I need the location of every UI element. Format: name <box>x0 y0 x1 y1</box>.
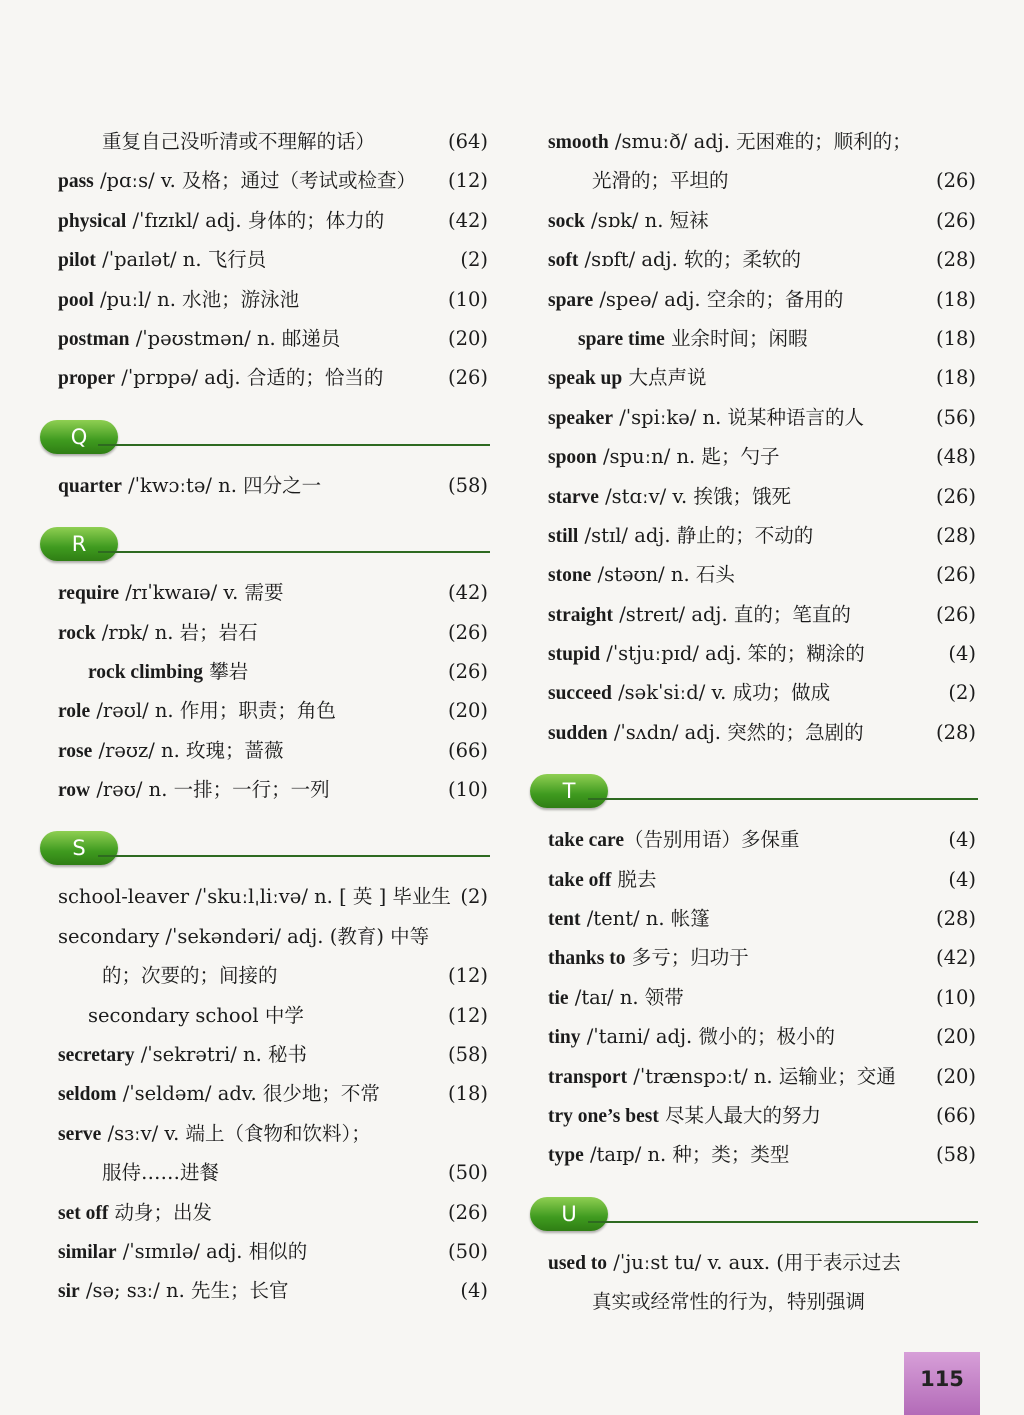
section-header-s <box>58 817 488 875</box>
glossary-entry <box>548 122 976 161</box>
glossary-entry <box>548 437 976 476</box>
page-reference: (2) <box>460 248 488 272</box>
definition: /sɒft/ adj. 软的；柔软的 <box>578 248 801 272</box>
glossary-entry <box>548 1017 976 1056</box>
page-reference: (2) <box>460 885 488 909</box>
entry-group <box>58 466 488 505</box>
definition: 攀岩 <box>203 659 249 683</box>
section-header-r <box>58 513 488 571</box>
glossary-entry <box>58 240 488 279</box>
definition: 真实或经常性的行为，特别强调 <box>592 1290 866 1314</box>
definition: secondary school 中学 <box>88 1003 304 1027</box>
page-reference: (26) <box>935 169 976 193</box>
page-reference: (26) <box>935 208 976 232</box>
headword: smooth <box>548 132 609 153</box>
definition: /ˈkwɔːtə/ n. 四分之一 <box>121 473 322 497</box>
definition: /tent/ n. 帐篷 <box>580 907 710 931</box>
definition: （告别用语）多保重 <box>623 828 800 852</box>
glossary-entry <box>58 1271 488 1310</box>
glossary-entry <box>58 731 488 770</box>
section-header-u <box>548 1183 976 1241</box>
page-reference: (18) <box>935 326 976 350</box>
definition: /ˈjuːst tu/ v. aux. (用于表示过去 <box>607 1250 901 1274</box>
headword: require <box>58 583 120 605</box>
definition: /stɪl/ adj. 静止的；不动的 <box>578 523 814 547</box>
definition: /rəʊz/ n. 玫瑰；蔷薇 <box>92 738 284 762</box>
page-reference: (18) <box>935 366 976 390</box>
definition: /ˈprɒpə/ adj. 合适的；恰当的 <box>115 366 384 390</box>
page-reference: (26) <box>935 602 976 626</box>
entry-group <box>58 877 488 1310</box>
page-reference: (28) <box>935 248 976 272</box>
glossary-entry <box>58 691 488 730</box>
glossary-entry <box>548 634 976 673</box>
glossary-entry <box>58 1232 488 1271</box>
page-reference: (42) <box>447 581 488 605</box>
headword: starve <box>548 486 599 508</box>
page-reference: (12) <box>447 1003 488 1027</box>
headword: still <box>548 525 579 547</box>
page-reference: (26) <box>447 366 488 390</box>
page-reference: (26) <box>447 659 488 683</box>
page-reference: (58) <box>935 1143 976 1167</box>
definition: school-leaver /ˈskuːlˌliːvə/ n. [ 英 ] 毕业生 <box>58 885 451 909</box>
page-reference: (10) <box>447 778 488 802</box>
page-reference: (4) <box>948 642 976 666</box>
headword: type <box>548 1145 584 1167</box>
page-reference: (26) <box>447 620 488 644</box>
section-rule <box>588 798 978 800</box>
section-letter-tab: T <box>530 774 608 808</box>
headword: seldom <box>58 1084 117 1106</box>
page-reference: (4) <box>948 828 976 852</box>
definition: 脱去 <box>611 867 657 891</box>
glossary-entry <box>548 398 976 437</box>
section-rule <box>98 551 490 553</box>
glossary-entry <box>548 1057 976 1096</box>
definition: /smuːð/ adj. 无困难的；顺利的； <box>608 130 912 153</box>
sub-entry <box>58 996 488 1035</box>
headword: rose <box>58 740 93 762</box>
headword: tiny <box>548 1027 581 1049</box>
definition: secondary /ˈsekəndəri/ adj. (教育) 中等 <box>58 924 430 948</box>
definition: /taɪp/ n. 种；类；类型 <box>583 1143 790 1167</box>
headword: physical <box>58 210 127 232</box>
entry-group <box>548 122 976 752</box>
definition: 服侍……进餐 <box>102 1161 220 1185</box>
definition: /rɒk/ n. 岩；岩石 <box>95 620 258 644</box>
sub-entry <box>58 652 488 691</box>
headword: spoon <box>548 447 597 469</box>
headword: soft <box>548 250 579 272</box>
glossary-entry <box>548 899 976 938</box>
headword: succeed <box>548 683 612 705</box>
glossary-entry <box>548 820 976 859</box>
section-letter-tab: Q <box>40 420 118 454</box>
glossary-entry <box>58 466 488 505</box>
headword: spare time <box>578 328 665 350</box>
headword: role <box>58 701 91 723</box>
definition: /stɑːv/ v. 挨饿；饿死 <box>598 484 791 508</box>
headword: straight <box>548 604 613 626</box>
page-reference: (10) <box>935 985 976 1009</box>
page-reference: (20) <box>935 1025 976 1049</box>
glossary-entry <box>58 161 488 200</box>
glossary-entry <box>58 1074 488 1113</box>
page-reference: (2) <box>948 681 976 705</box>
entry-continuation <box>548 161 976 200</box>
page-reference: (26) <box>447 1200 488 1224</box>
definition: /ˈspiːkə/ n. 说某种语言的人 <box>613 405 865 429</box>
headword: sudden <box>548 722 608 744</box>
glossary-entry <box>548 240 976 279</box>
glossary-entry <box>548 978 976 1017</box>
page-reference: (28) <box>935 523 976 547</box>
definition: /rəʊ/ n. 一排；一行；一列 <box>90 778 330 802</box>
glossary-entry <box>58 201 488 240</box>
section-letter-tab: S <box>40 831 118 865</box>
glossary-entry <box>58 280 488 319</box>
definition: /ˈsɪmɪlə/ adj. 相似的 <box>116 1239 308 1263</box>
page-reference: (58) <box>447 473 488 497</box>
definition: /spuːn/ n. 匙；勺子 <box>596 445 780 469</box>
page-reference: (28) <box>935 720 976 744</box>
glossary-entry <box>548 1135 976 1174</box>
section-letter-tab: U <box>530 1197 608 1231</box>
page-reference: (4) <box>460 1279 488 1303</box>
headword: quarter <box>58 475 122 497</box>
page-reference: (56) <box>935 405 976 429</box>
definition: 动身；出发 <box>108 1200 213 1224</box>
glossary-entry <box>58 770 488 809</box>
glossary-entry <box>58 917 488 956</box>
definition: /taɪ/ n. 领带 <box>568 985 684 1009</box>
glossary-entry <box>548 673 976 712</box>
headword: postman <box>58 328 130 350</box>
glossary-entry <box>58 1193 488 1232</box>
left-column <box>58 122 488 1311</box>
headword: used to <box>548 1252 608 1274</box>
definition: /streɪt/ adj. 直的；笔直的 <box>613 602 851 626</box>
entry-continuation <box>548 1282 976 1321</box>
page-reference: (18) <box>447 1082 488 1106</box>
entry-group <box>58 122 488 398</box>
section-rule <box>588 1221 978 1223</box>
glossary-entry <box>58 358 488 397</box>
page-reference: (48) <box>935 445 976 469</box>
entry-group <box>548 820 976 1175</box>
headword: pool <box>58 289 94 311</box>
section-header-t <box>548 760 976 818</box>
glossary-entry <box>548 860 976 899</box>
glossary-entry <box>548 1243 976 1282</box>
headword: speaker <box>548 407 613 429</box>
page-reference: (26) <box>935 484 976 508</box>
definition: 尽某人最大的努力 <box>658 1103 822 1127</box>
headword: sock <box>548 210 585 232</box>
headword: pass <box>58 171 94 193</box>
page-reference: (58) <box>447 1043 488 1067</box>
definition: /səkˈsiːd/ v. 成功；做成 <box>611 681 831 705</box>
glossary-entry <box>548 1096 976 1135</box>
headword: tent <box>548 909 581 931</box>
definition: 大点声说 <box>622 366 707 390</box>
page-reference: (66) <box>447 738 488 762</box>
definition: /sɒk/ n. 短袜 <box>584 208 709 232</box>
headword: set off <box>58 1202 109 1224</box>
right-column <box>548 122 976 1322</box>
headword: pilot <box>58 250 96 272</box>
page-reference: (50) <box>447 1239 488 1263</box>
glossary-entry <box>58 613 488 652</box>
page-reference: (20) <box>447 699 488 723</box>
definition: /ˈsʌdn/ adj. 突然的；急剧的 <box>607 720 864 744</box>
headword: similar <box>58 1241 117 1263</box>
headword: secretary <box>58 1045 135 1067</box>
definition: /ˈtaɪni/ adj. 微小的；极小的 <box>580 1025 835 1049</box>
headword: serve <box>58 1123 102 1145</box>
glossary-entry <box>548 595 976 634</box>
headword: take care <box>548 830 624 852</box>
entry-continuation <box>58 122 488 161</box>
definition: 业余时间；闲暇 <box>664 326 808 350</box>
section-rule <box>98 855 490 857</box>
definition: 重复自己没听清或不理解的话） <box>102 130 376 153</box>
page-reference: (18) <box>935 287 976 311</box>
entry-continuation <box>58 956 488 995</box>
page-reference: (20) <box>447 326 488 350</box>
glossary-entry <box>548 516 976 555</box>
page-reference: (66) <box>935 1103 976 1127</box>
entry-group <box>548 1243 976 1322</box>
definition: /ˈpaɪlət/ n. 飞行员 <box>95 248 267 272</box>
glossary-entry <box>58 1035 488 1074</box>
definition: /rɪˈkwaɪə/ v. 需要 <box>119 581 284 605</box>
section-letter-tab: R <box>40 527 118 561</box>
definition: /stəʊn/ n. 石头 <box>591 563 735 587</box>
page-number: 115 <box>904 1352 980 1415</box>
definition: /ˈtrænspɔːt/ n. 运输业；交通 <box>627 1064 896 1088</box>
page-reference: (50) <box>447 1161 488 1185</box>
definition: /ˈsekrətri/ n. 秘书 <box>134 1043 307 1067</box>
glossary-entry <box>548 555 976 594</box>
page-reference: (12) <box>447 964 488 988</box>
entry-continuation <box>58 1153 488 1192</box>
headword: speak up <box>548 368 623 390</box>
section-rule <box>98 444 490 446</box>
page-reference: (64) <box>447 130 488 153</box>
page-reference: (20) <box>935 1064 976 1088</box>
glossary-entry <box>548 201 976 240</box>
definition: /speə/ adj. 空余的；备用的 <box>593 287 844 311</box>
headword: proper <box>58 368 116 390</box>
headword: rock climbing <box>88 661 204 683</box>
definition: 多亏；归功于 <box>625 946 749 970</box>
definition: /sɜːv/ v. 端上（食物和饮料）； <box>101 1121 371 1145</box>
page-reference: (42) <box>935 946 976 970</box>
glossary-entry <box>548 938 976 977</box>
glossary-entry <box>548 713 976 752</box>
headword: thanks to <box>548 948 626 970</box>
page-reference: (12) <box>447 169 488 193</box>
definition: /ˈseldəm/ adv. 很少地；不常 <box>116 1082 380 1106</box>
headword: stone <box>548 565 592 587</box>
glossary-entry <box>548 280 976 319</box>
glossary-entry <box>548 477 976 516</box>
page-reference: (28) <box>935 907 976 931</box>
definition: 光滑的；平坦的 <box>592 169 729 193</box>
definition: /pɑːs/ v. 及格；通过（考试或检查） <box>93 169 416 193</box>
headword: spare <box>548 289 594 311</box>
definition: 的；次要的；间接的 <box>102 964 278 988</box>
headword: rock <box>58 622 96 644</box>
glossary-entry <box>58 1114 488 1153</box>
definition: /ˈstjuːpɪd/ adj. 笨的；糊涂的 <box>600 642 865 666</box>
definition: /puːl/ n. 水池；游泳池 <box>93 287 300 311</box>
definition: /rəʊl/ n. 作用；职责；角色 <box>90 699 336 723</box>
page-reference: (4) <box>948 867 976 891</box>
headword: row <box>58 780 91 802</box>
headword: tie <box>548 987 569 1009</box>
page-reference: (10) <box>447 287 488 311</box>
headword: transport <box>548 1066 628 1088</box>
section-header-q <box>58 406 488 464</box>
definition: /ˈpəʊstmən/ n. 邮递员 <box>129 326 341 350</box>
sub-entry <box>548 319 976 358</box>
definition: /sə; sɜː/ n. 先生；长官 <box>79 1279 289 1303</box>
page-reference: (26) <box>935 563 976 587</box>
glossary-entry <box>58 573 488 612</box>
headword: try one’s best <box>548 1105 659 1127</box>
headword: sir <box>58 1281 80 1303</box>
glossary-entry <box>58 877 488 916</box>
entry-group <box>58 573 488 809</box>
headword: stupid <box>548 644 601 666</box>
definition: /ˈfɪzɪkl/ adj. 身体的；体力的 <box>126 208 385 232</box>
glossary-entry <box>58 319 488 358</box>
headword: take off <box>548 869 612 891</box>
glossary-entry <box>548 358 976 397</box>
page-reference: (42) <box>447 208 488 232</box>
